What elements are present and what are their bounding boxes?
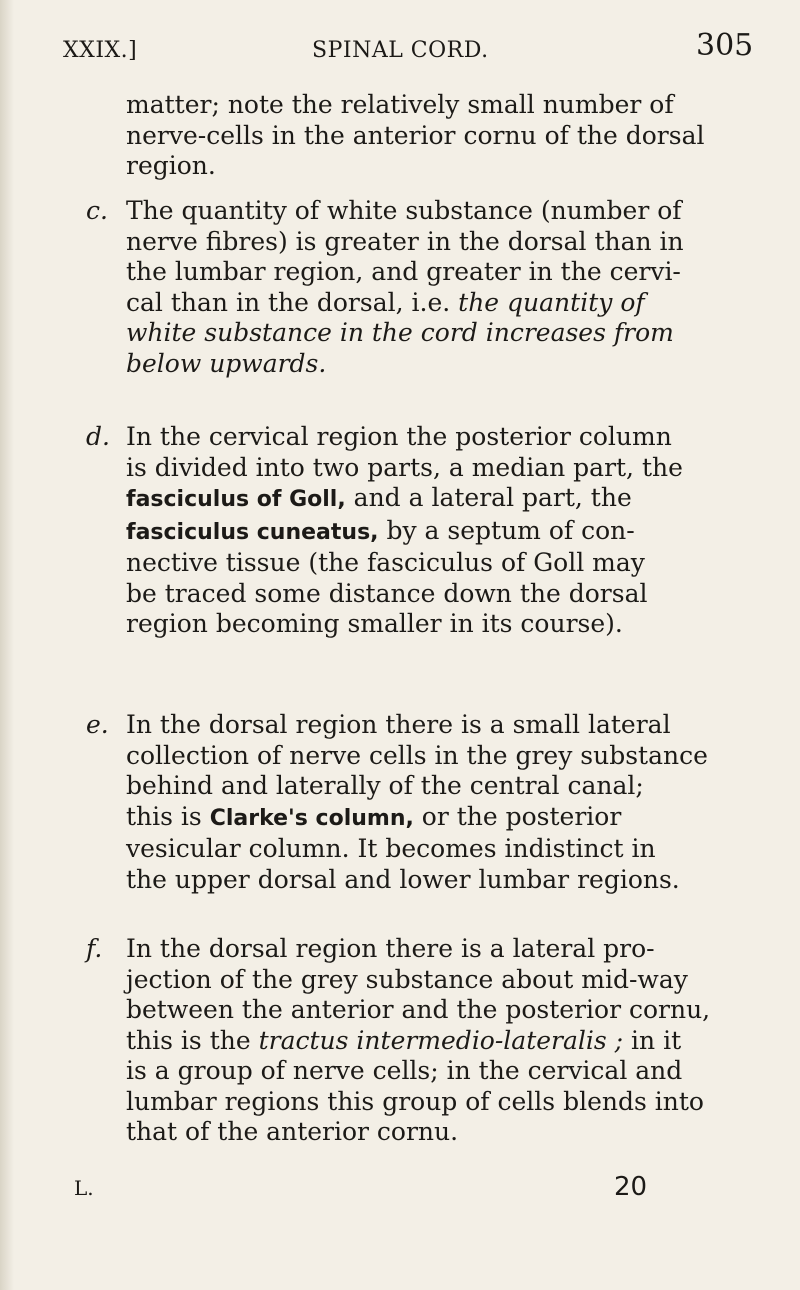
- text-line: In the cervical region the posterior column: [126, 422, 672, 451]
- text-line: [126, 516, 746, 549]
- running-title: SPINAL CORD.: [312, 38, 489, 63]
- text-line: lumbar regions this group of cells blends into: [126, 1086, 704, 1116]
- text-line: The quantity of white substance (number of: [126, 196, 682, 225]
- text-line: vesicular column. It becomes indistinct in: [126, 834, 656, 863]
- text-line: that of the anterior cornu.: [126, 1117, 459, 1146]
- bold-term-clarkes-column: Clarke's column,: [209, 805, 414, 831]
- text-line: the lumbar region, and greater in the cervi-: [126, 257, 681, 286]
- text-line: region becoming smaller in its course).: [126, 609, 623, 638]
- emphasis-text: below upwards.: [126, 348, 327, 378]
- text-run: this is: [126, 801, 210, 831]
- text-run: cal than in the dorsal, i.e.: [126, 287, 459, 317]
- text-line: [126, 318, 746, 349]
- text-line: behind and laterally of the central canal;: [126, 771, 644, 800]
- emphasis-text: white substance in the cord increases from: [126, 318, 674, 347]
- page-edge-shadow: [0, 0, 14, 1290]
- text-line: be traced some distance down the dorsal: [126, 578, 648, 608]
- signature-number: 20: [614, 1172, 648, 1202]
- running-header: [0, 28, 800, 68]
- text-line: [126, 349, 746, 380]
- text-line: nerve fibres) is greater in the dorsal than in: [126, 226, 684, 256]
- text-run: this is the: [126, 1025, 259, 1055]
- page-number: 305: [696, 28, 754, 63]
- paragraph-d: [86, 422, 746, 640]
- text-line: [126, 802, 746, 835]
- bold-term-fasciculus-of-goll: fasciculus of Goll,: [126, 487, 346, 512]
- text-line: is divided into two parts, a median part, the: [126, 452, 683, 482]
- text-line: the upper dorsal and lower lumbar regions.: [126, 864, 680, 894]
- text-line: jection of the grey substance about mid-way: [126, 964, 688, 994]
- text-line: In the dorsal region there is a lateral pro-: [126, 934, 655, 963]
- text-run: by a septum of con-: [378, 515, 635, 545]
- signature-letter: L.: [74, 1176, 94, 1200]
- text-line: [126, 288, 746, 319]
- text-line: region.: [126, 151, 216, 180]
- text-line: In the dorsal region there is a small lateral: [126, 710, 671, 739]
- text-run: in it: [623, 1025, 682, 1055]
- text-line: collection of nerve cells in the grey substance: [126, 740, 708, 770]
- text-line: matter; note the relatively small number of: [126, 90, 674, 119]
- paragraph-e: [86, 710, 746, 895]
- text-run: and a lateral part, the: [345, 483, 632, 512]
- bold-term-fasciculus-cuneatus: fasciculus cuneatus,: [126, 519, 379, 545]
- text-line: nective tissue (the fasciculus of Goll may: [126, 548, 645, 577]
- item-marker-e: e.: [86, 710, 109, 739]
- text-line: is a group of nerve cells; in the cervical and: [126, 1056, 683, 1085]
- text-line: [126, 483, 746, 516]
- item-marker-d: d.: [86, 422, 110, 451]
- emphasis-text: the quantity of: [458, 287, 645, 317]
- text-line: [126, 1026, 746, 1057]
- paragraph-intro: [126, 90, 746, 182]
- item-marker-f: f.: [86, 934, 103, 963]
- emphasis-text: tractus intermedio-lateralis ;: [258, 1025, 624, 1055]
- text-run: or the posterior: [413, 801, 622, 831]
- paragraph-c: [86, 196, 746, 379]
- text-line: nerve-cells in the anterior cornu of the dorsal: [126, 120, 705, 150]
- chapter-number: XXIX.]: [63, 38, 138, 63]
- text-line: between the anterior and the posterior cornu,: [126, 995, 711, 1024]
- paragraph-f: [86, 934, 746, 1148]
- item-marker-c: c.: [86, 196, 108, 225]
